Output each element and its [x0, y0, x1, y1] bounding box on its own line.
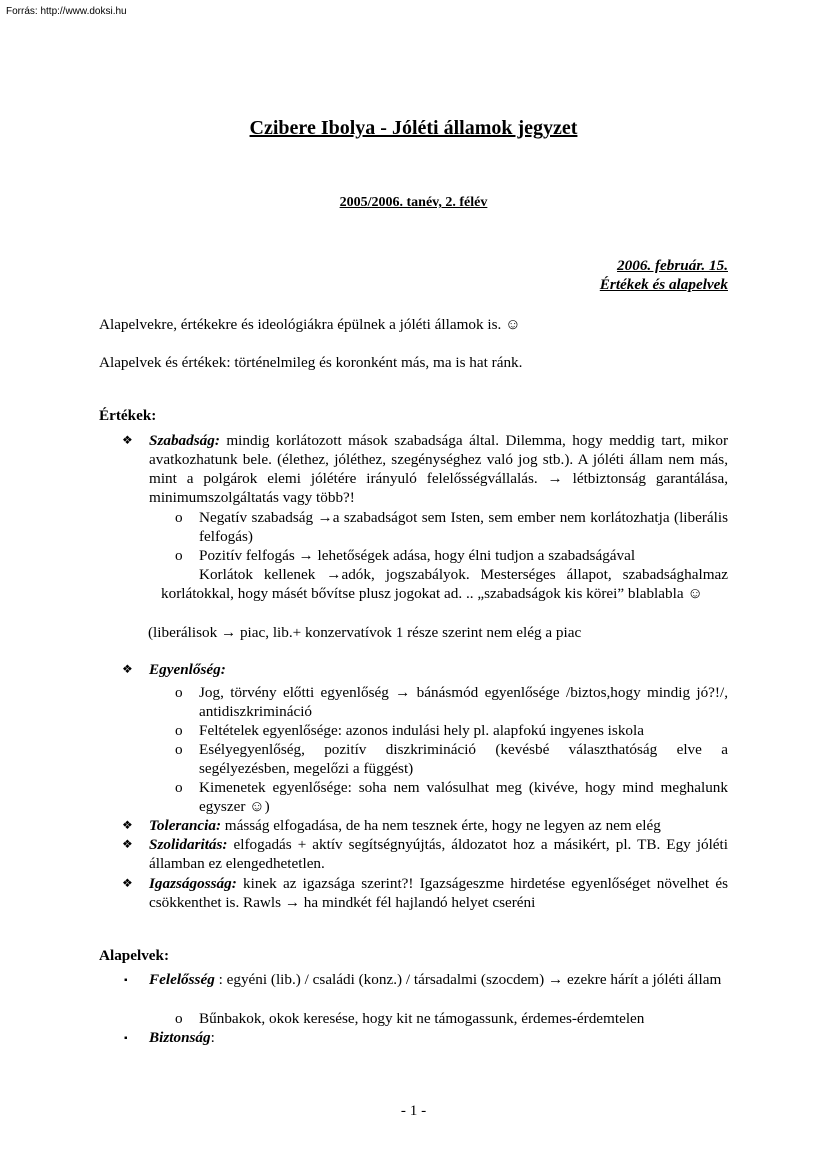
- felelosseg-text: : egyéni (lib.) / családi (konz.) / társadalmi (szocdem) → ezekre hárít a jóléti állam: [214, 971, 722, 988]
- egyenloseg-sub-1: [99, 683, 728, 721]
- biztonsag-term: Biztonság: [149, 1029, 211, 1046]
- egyenloseg-term: Egyenlőség:: [149, 661, 226, 678]
- szolidaritas-item: [99, 835, 728, 873]
- circle-bullet-icon: o: [175, 1010, 183, 1027]
- egyenloseg-sub-4-text: Kimenetek egyenlősége: soha nem valósulhat meg (kivéve, hogy mind meghalunk egyszer ☺): [199, 779, 728, 815]
- szabadsag-term: Szabadság:: [149, 432, 220, 449]
- circle-bullet-icon: o: [175, 547, 183, 564]
- egyenloseg-sub-1-text: Jog, törvény előtti egyenlőség → bánásmód egyenlősége /biztos,hogy mindig jó?!/, antidiszkrimináció: [199, 684, 728, 720]
- circle-bullet-icon: o: [175, 741, 183, 758]
- diamond-bullet-icon: ❖: [122, 818, 133, 832]
- szabadsag-text: mindig korlátozott mások szabadsága által. Dilemma, hogy meddig tart, mikor avatkozhatunk bele. (élethez, jóléthez, szegénységhez való jog stb.). A jóléti állam nem más, mint a polgárok elemi jólétére irányuló felelősségvállalás. → létbiztonság garantálása, minimumszolgáltatás vagy több?!: [149, 432, 728, 506]
- egyenloseg-item: [99, 660, 728, 679]
- egyenloseg-sub-4: [99, 778, 728, 816]
- egyenloseg-sub-2: [99, 721, 728, 740]
- ertekek-heading: Értékek:: [99, 407, 157, 424]
- diamond-bullet-icon: ❖: [122, 837, 133, 851]
- square-bullet-icon: ▪: [124, 1033, 128, 1044]
- tolerancia-text: másság elfogadása, de ha nem tesznek érte, hogy ne legyen az nem elég: [221, 817, 661, 834]
- date-block: [600, 256, 728, 294]
- tolerancia-term: Tolerancia:: [149, 817, 221, 834]
- semester: 2005/2006. tanév, 2. félév: [339, 195, 488, 210]
- egyenloseg-sub-3-text: Esélyegyenlőség, pozitív diszkrimináció (kevésbé választhatóság elve a segélyezésben, megelőzi a függést): [199, 741, 728, 777]
- circle-bullet-icon: o: [175, 509, 183, 526]
- igazsagossag-text: kinek az igazsága szerint?! Igazságeszme hirdetése egyenlőséget növelhet és csökkenthet is. Rawls → ha mindkét fél hajlandó helyet cseréni: [149, 875, 728, 911]
- szabadsag-sub-1: [99, 508, 728, 546]
- diamond-bullet-icon: ❖: [122, 876, 133, 890]
- alapelvek-heading: Alapelvek:: [99, 947, 170, 964]
- page-title: Czibere Ibolya - Jóléti államok jegyzet: [249, 117, 578, 139]
- circle-bullet-icon: o: [175, 722, 183, 739]
- szabadsag-continuation-2: (liberálisok → piac, lib.+ konzervatívok 1 része szerint nem elég a piac: [148, 624, 582, 641]
- diamond-bullet-icon: ❖: [122, 433, 133, 447]
- szabadsag-sub-2-text: Pozitív felfogás → lehetőségek adása, hogy élni tudjon a szabadságával: [199, 547, 636, 564]
- intro-paragraph-1: Alapelvekre, értékekre és ideológiákra épülnek a jóléti államok is. ☺: [99, 316, 521, 333]
- egyenloseg-sub-2-text: Feltételek egyenlősége: azonos indulási hely pl. alapfokú ingyenes iskola: [199, 722, 644, 739]
- szabadsag-sub-2: [99, 546, 728, 565]
- page-number: - 1 -: [400, 1102, 427, 1119]
- biztonsag-text: :: [210, 1029, 215, 1046]
- szabadsag-item: [99, 431, 728, 507]
- igazsagossag-term: Igazságosság:: [149, 875, 237, 892]
- szolidaritas-term: Szolidaritás:: [149, 836, 228, 853]
- biztonsag-item: [99, 1028, 728, 1047]
- felelosseg-sub: [99, 1009, 728, 1028]
- diamond-bullet-icon: ❖: [122, 662, 133, 676]
- intro-paragraph-2: Alapelvek és értékek: történelmileg és koronként más, ma is hat ránk.: [99, 354, 523, 371]
- topic-line: Értékek és alapelvek: [599, 276, 728, 293]
- source-url: Forrás: http://www.doksi.hu: [6, 6, 127, 17]
- egyenloseg-sub-3: [99, 740, 728, 778]
- igazsagossag-item: [99, 874, 728, 912]
- szolidaritas-text: elfogadás + aktív segítségnyújtás, áldozatot hoz a másikért, pl. TB. Egy jóléti államban ez elengedhetetlen.: [149, 836, 728, 872]
- square-bullet-icon: ▪: [124, 975, 128, 986]
- circle-bullet-icon: o: [175, 779, 183, 796]
- szabadsag-sub-1-text: Negatív szabadság →a szabadságot sem Isten, sem ember nem korlátozhatja (liberális felfogás): [199, 509, 728, 545]
- tolerancia-item: [99, 816, 728, 835]
- date-line: 2006. február. 15.: [617, 257, 728, 274]
- felelosseg-sub-text: Bűnbakok, okok keresése, hogy kit ne támogassunk, érdemes-érdemtelen: [199, 1010, 645, 1027]
- felelosseg-item: [99, 970, 728, 989]
- felelosseg-term: Felelősség: [149, 971, 215, 988]
- szabadsag-continuation-1: Korlátok kellenek →adók, jogszabályok. Mesterséges állapot, szabadsághalmaz korlátokkal, hogy másét bővítse plusz jogokat ad. .. „szabadságok kis körei” blablabla ☺: [161, 566, 728, 602]
- circle-bullet-icon: o: [175, 684, 183, 701]
